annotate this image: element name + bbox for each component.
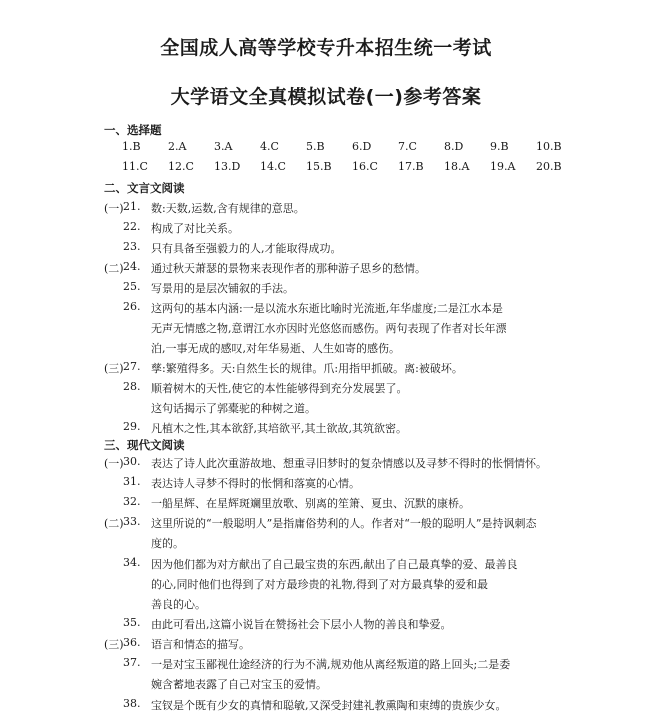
question-number: 27. [123,360,141,373]
mc-answer: 8.D [444,140,464,153]
question-number: 38. [123,697,141,710]
mc-answer: 10.B [536,140,562,153]
answer-text: 由此可看出,这篇小说旨在赞扬社会下层小人物的善良和挚爱。 [151,618,452,631]
answer-text: 无声无情感之物,意谓江水亦因时光悠悠而感伤。两句表现了作者对长年漂 [151,322,507,335]
question-number: 33. [123,515,141,528]
mc-answer: 15.B [306,160,332,173]
question-number: 25. [123,280,141,293]
mc-answer: 18.A [444,160,470,173]
mc-answer: 16.C [352,160,378,173]
exam-title: 全国成人高等学校专升本招生统一考试 [160,37,492,59]
answer-text: 凡植木之性,其本欲舒,其培欲平,其土欲故,其筑欲密。 [151,422,407,435]
section-heading-modern: 三、现代文阅读 [104,438,185,452]
answer-text: 婉含蓄地表露了自己对宝玉的爱情。 [151,678,327,691]
mc-answer: 17.B [398,160,424,173]
question-number: 31. [123,475,141,488]
answer-text: 只有具备至强毅力的人,才能取得成功。 [151,242,342,255]
answer-text: 顺着树木的天性,使它的本性能够得到充分发展罢了。 [151,382,408,395]
answer-text: 构成了对比关系。 [151,222,239,235]
mc-answer: 2.A [168,140,187,153]
mc-answer: 9.B [490,140,509,153]
question-number: 21. [123,200,141,213]
mc-answer: 12.C [168,160,194,173]
mc-answer: 3.A [214,140,233,153]
mc-answer: 1.B [122,140,141,153]
section-heading-classical: 二、文言文阅读 [104,181,185,195]
question-number: 29. [123,420,141,433]
group-label: (一) [104,202,124,215]
answer-text: 善良的心。 [151,598,206,611]
mc-answer: 13.D [214,160,241,173]
answer-text: 一船星辉、在星辉斑斓里放歌、别离的笙箫、夏虫、沉默的康桥。 [151,497,470,510]
answer-key-title: 大学语文全真模拟试卷(一)参考答案 [170,86,482,108]
mc-answer: 5.B [306,140,325,153]
group-label: (三) [104,362,124,375]
group-label: (一) [104,457,124,470]
question-number: 26. [123,300,141,313]
answer-text: 孳:繁殖得多。天:自然生长的规律。爪:用指甲抓破。离:被破坏。 [151,362,463,375]
mc-answer: 20.B [536,160,562,173]
answer-text: 表达诗人寻梦不得时的怅惘和落寞的心情。 [151,477,360,490]
group-label: (二) [104,517,124,530]
section-heading-choice: 一、选择题 [104,123,162,137]
mc-answer: 14.C [260,160,286,173]
question-number: 35. [123,616,141,629]
answer-text: 宝钗是个既有少女的真情和聪敏,又深受封建礼教熏陶和束缚的贵族少女。 [151,699,507,712]
answer-text: 这里所说的“一般聪明人”是指庸俗势利的人。作者对“一般的聪明人”是持讽刺态 [151,517,537,530]
mc-answer: 19.A [490,160,516,173]
mc-answer: 4.C [260,140,279,153]
question-number: 22. [123,220,141,233]
question-number: 23. [123,240,141,253]
question-number: 36. [123,636,141,649]
question-number: 28. [123,380,141,393]
answer-text: 一是对宝玉鄙视仕途经济的行为不满,规劝他从离经叛道的路上回头;二是委 [151,658,511,671]
question-number: 32. [123,495,141,508]
answer-text: 泊,一事无成的感叹,对年华易逝、人生如寄的感伤。 [151,342,400,355]
answer-text: 的心,同时他们也得到了对方最珍贵的礼物,得到了对方最真挚的爱和最 [151,578,488,591]
group-label: (三) [104,638,124,651]
mc-answer: 11.C [122,160,148,173]
answer-text: 度的。 [151,537,184,550]
question-number: 34. [123,556,141,569]
answer-text: 通过秋天萧瑟的景物来表现作者的那种游子思乡的愁情。 [151,262,426,275]
group-label: (二) [104,262,124,275]
question-number: 30. [123,455,141,468]
answer-text: 这句话揭示了郭橐驼的种树之道。 [151,402,316,415]
answer-text: 数:天数,运数,含有规律的意思。 [151,202,305,215]
mc-answer: 7.C [398,140,417,153]
question-number: 37. [123,656,141,669]
answer-text: 表达了诗人此次重游故地、想重寻旧梦时的复杂情感以及寻梦不得时的怅惘情怀。 [151,457,547,470]
answer-text: 写景用的是层次铺叙的手法。 [151,282,294,295]
answer-text: 这两句的基本内涵:一是以流水东逝比喻时光流逝,年华虚度;二是江水本是 [151,302,503,315]
answer-text: 语言和情态的描写。 [151,638,250,651]
question-number: 24. [123,260,141,273]
mc-answer: 6.D [352,140,372,153]
answer-text: 因为他们都为对方献出了自己最宝贵的东西,献出了自己最真挚的爱、最善良 [151,558,518,571]
